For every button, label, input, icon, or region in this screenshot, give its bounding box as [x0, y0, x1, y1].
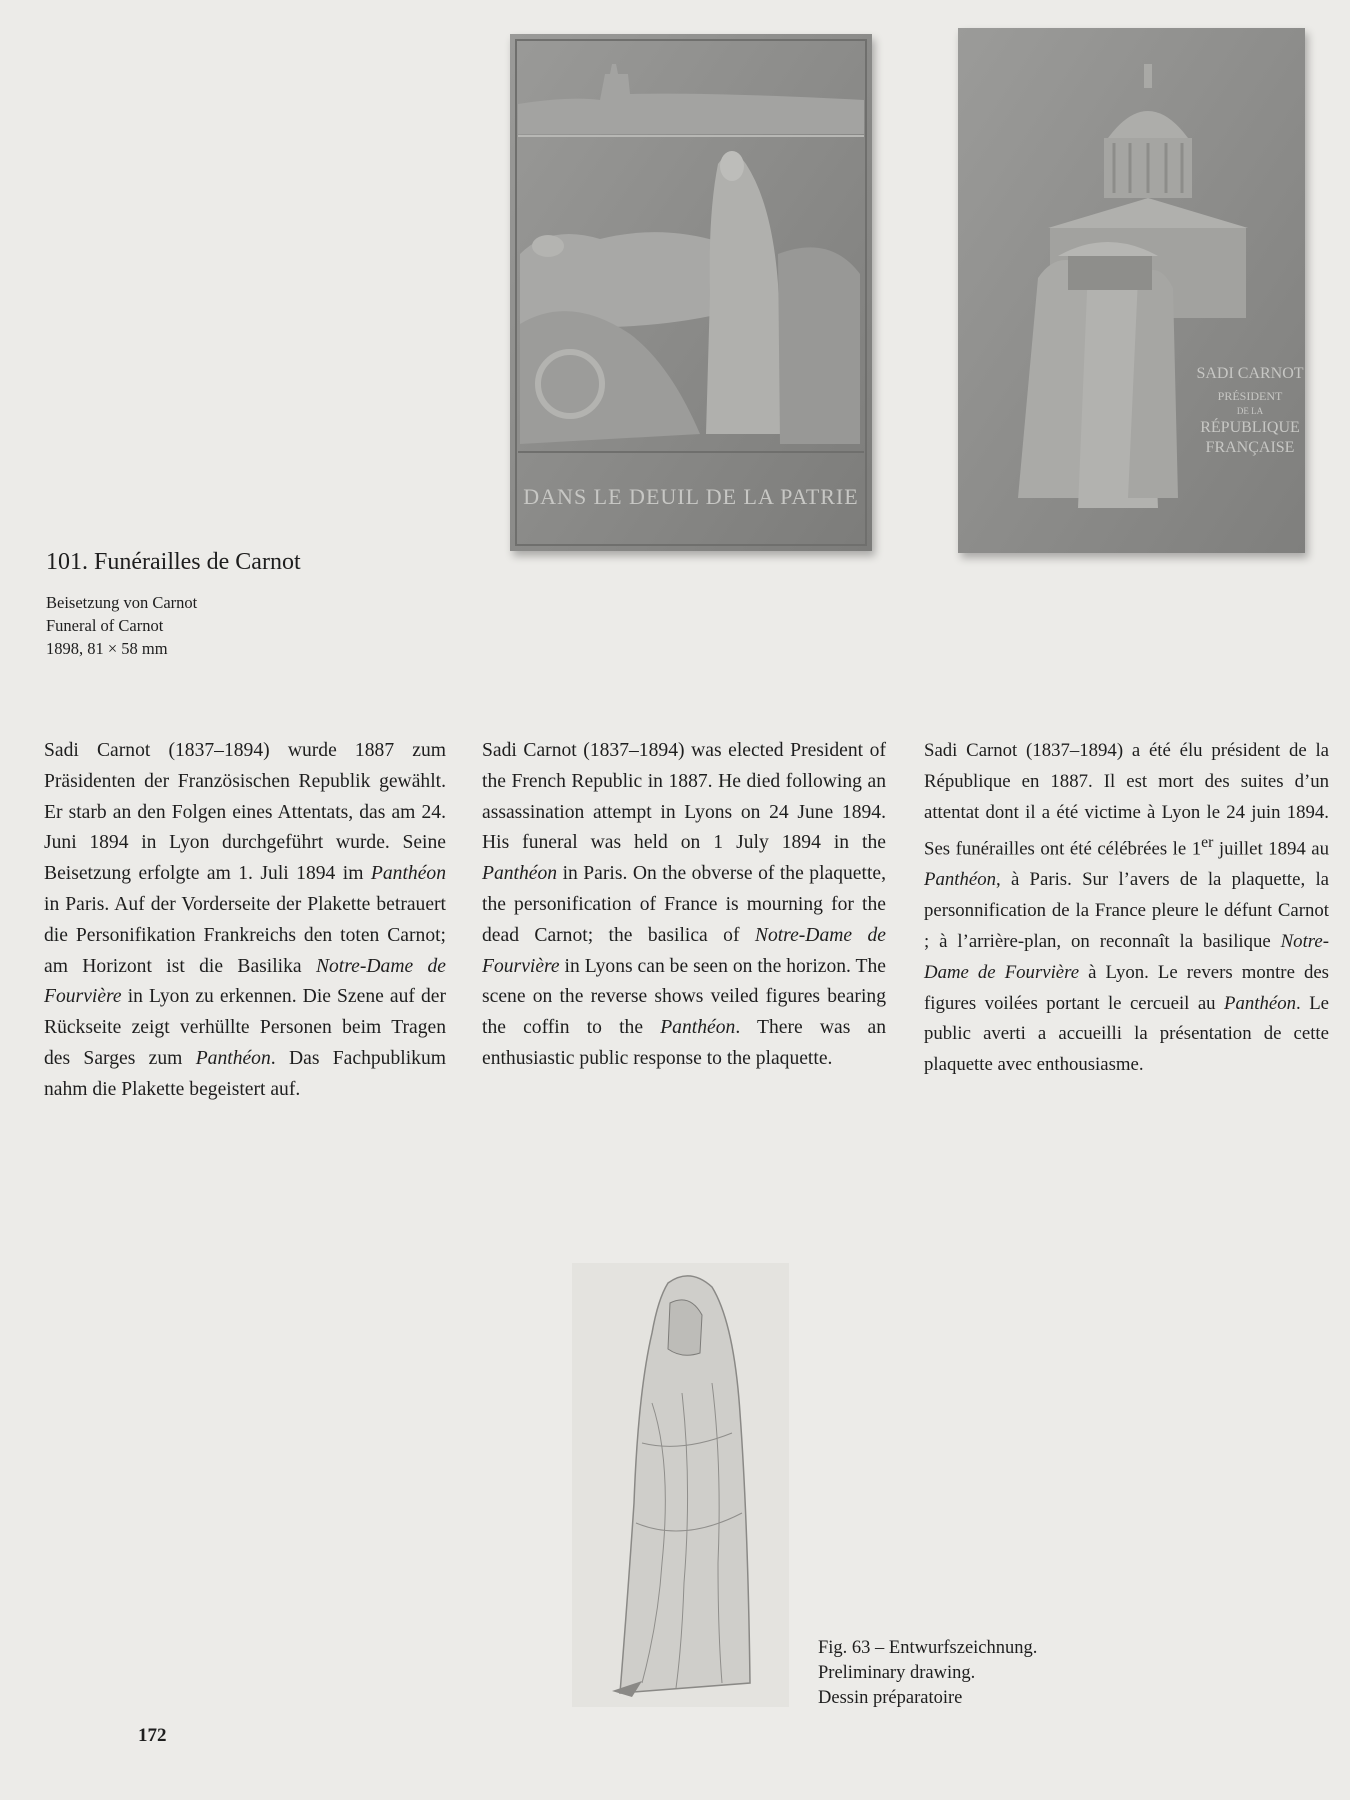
text-column-german: [44, 736, 446, 1106]
text-fr-part-4: . Le public averti a accueilli la présentation de cette plaquette avec enthousiasme.: [924, 992, 1329, 1076]
text-column-english: [482, 736, 886, 1075]
text-de-part-4: . Das Fachpublikum nahm die Plakette begeistert auf.: [44, 1047, 446, 1100]
catalog-subtitle-german: Beisetzung von Carnot: [46, 593, 198, 612]
text-fr-part-2: , à Paris. Sur l’avers de la plaquette, la personnification de la France pleure le défunt Carnot ; à l’arrière-plan, on reconnaît la basilique: [924, 869, 1329, 953]
text-en-part-4: . There was an enthusiastic public response to the plaquette.: [482, 1017, 887, 1069]
figure-caption-german: Fig. 63 – Entwurfszeichnung.: [818, 1638, 1038, 1658]
text-fr-italic-3: Panthéon: [1224, 992, 1297, 1014]
text-en-part-1: Sadi Carnot (1837–1894) was elected President of the French Republic in 1887. He died following an assassination attempt in Lyons on 24 June 1894. His funeral was held on 1 July 1894 in the: [482, 740, 886, 854]
reverse-line-3: DE LA: [1236, 406, 1264, 416]
text-de-italic-3: Panthéon: [195, 1047, 271, 1069]
figure-caption-french: Dessin préparatoire: [818, 1688, 963, 1708]
plaque-obverse-image: [510, 34, 872, 551]
text-de-italic-1: Panthéon: [370, 863, 446, 885]
catalog-date-size: 1898, 81 × 58 mm: [46, 639, 168, 658]
text-de-italic-2: Notre-Dame de Fourvière: [44, 955, 446, 1008]
text-fr-italic-2: Notre-Dame de Fourvière: [924, 931, 1329, 983]
text-en-part-3: in Lyons can be seen on the horizon. The scene on the reverse shows veiled figures bearing the coffin to the: [482, 955, 886, 1039]
text-de-part-1: Sadi Carnot (1837–1894) wurde 1887 zum Präsidenten der Französischen Republik gewählt. Er starb an den Folgen eines Attentats, das am 24. Juni 1894 in Lyon durchgeführt wurde. Seine Beisetzung erfolgte am 1. Juli 1894 im: [44, 740, 446, 885]
text-de-part-3: in Lyon zu erkennen. Die Szene auf der Rückseite zeigt verhüllte Personen beim Tragen des Sarges zum: [44, 986, 446, 1069]
text-fr-italic-1: Panthéon: [924, 869, 996, 891]
text-fr-superscript: er: [1201, 834, 1214, 852]
reverse-line-5: FRANÇAISE: [1205, 439, 1295, 456]
text-en-italic-1: Panthéon: [482, 863, 558, 885]
reverse-line-2: PRÉSIDENT: [1217, 389, 1283, 403]
text-fr-part-1: Sadi Carnot (1837–1894) a été élu président de la République en 1887. Il est mort des suites d’un attentat dont il a été victime à Lyon le 24 juin 1894. Ses funérailles ont été célébrées le 1: [924, 740, 1329, 860]
text-fr-part-3: à Lyon. Le revers montre des figures voilées portant le cercueil au: [924, 961, 1329, 1014]
text-fr-part-1b: juillet 1894 au: [1213, 838, 1329, 860]
figure-caption-english: Preliminary drawing.: [818, 1663, 976, 1683]
reverse-line-1: SADI CARNOT: [1196, 365, 1304, 382]
catalog-title: 101. Funérailles de Carnot: [46, 549, 301, 575]
text-en-part-2: in Paris. On the obverse of the plaquette, the personification of France is mourning for the dead Carnot; the basilica of: [482, 863, 886, 946]
text-en-italic-3: Panthéon: [660, 1017, 736, 1039]
text-column-french: [924, 736, 1329, 1081]
plaque-reverse-image: [958, 28, 1305, 553]
plaque-obverse-inscription: DANS LE DEUIL DE LA PATRIE: [523, 484, 859, 509]
text-de-part-2: in Paris. Auf der Vorderseite der Plakette betrauert die Personifikation Frankreichs den toten Carnot; am Horizont ist die Basilika: [44, 893, 446, 977]
preliminary-drawing-image: [572, 1263, 789, 1707]
page-number: 172: [138, 1725, 167, 1746]
text-en-italic-2: Notre-Dame de Fourvière: [482, 924, 886, 977]
reverse-line-4: RÉPUBLIQUE: [1200, 419, 1300, 436]
catalog-subtitle-english: Funeral of Carnot: [46, 616, 164, 635]
